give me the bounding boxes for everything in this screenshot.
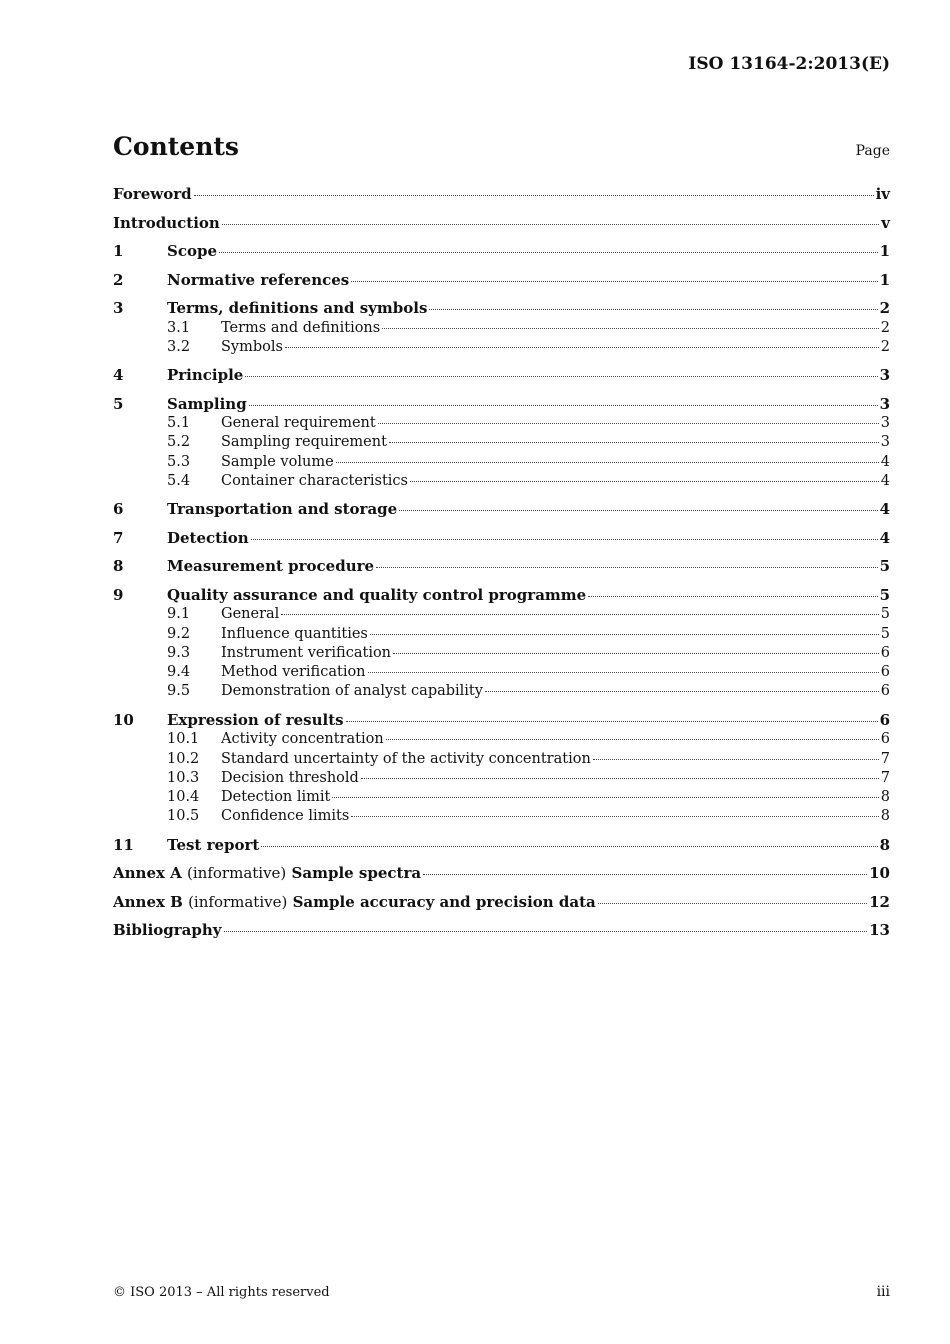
toc-page: 4 [879,528,890,547]
toc-number: 7 [113,528,124,547]
toc-annex-heading [113,893,596,913]
standard-code: ISO 13164-2:2013(E) [688,54,890,74]
toc-subentry[interactable] [113,453,890,472]
leader-dots [361,777,879,779]
toc-subentry[interactable] [113,644,890,663]
toc-title: Sample volume [221,453,334,470]
toc-annex-entry[interactable] [113,864,890,884]
toc-entry[interactable] [113,242,890,262]
leader-dots [346,720,878,722]
toc-title: Terms and definitions [221,319,381,336]
toc-title: Instrument verification [221,644,392,661]
toc-title: Foreword [113,185,192,203]
toc-title: Transportation and storage [167,500,398,519]
leader-dots [382,327,879,329]
leader-dots [485,690,879,692]
toc-title: Expression of results [167,710,344,729]
toc-subentry[interactable] [113,338,890,357]
leader-dots [368,671,879,673]
toc-number: 3.1 [167,319,191,336]
toc-entry[interactable] [113,366,890,386]
leader-dots [251,538,878,540]
toc-page: 3 [880,415,890,432]
toc-title: Method verification [221,664,366,681]
toc-number: 4 [113,366,124,385]
leader-dots [399,509,877,511]
toc-page: 1 [879,242,890,260]
toc-title: Detection [167,528,249,547]
toc-title: Symbols [221,338,283,355]
leader-dots [351,280,877,282]
toc-number: 9 [113,585,124,604]
toc-title: General requirement [221,415,376,432]
leader-dots [219,251,878,253]
toc-title: Principle [167,366,244,385]
toc-number: 5 [113,394,124,413]
toc-page: 7 [880,750,890,767]
leader-dots [336,461,879,463]
toc-subentry[interactable] [113,730,890,749]
toc-title: Test report [167,835,260,854]
toc-page: 6 [880,731,890,748]
toc-page: 13 [869,921,890,940]
toc-number: 10.5 [167,808,200,825]
toc-subentry[interactable] [113,625,890,644]
toc-number: 9.2 [167,625,191,642]
toc-number: 9.1 [167,606,191,623]
toc-title: Activity concentration [221,731,384,748]
toc-entry[interactable] [113,395,890,415]
toc-page: 6 [879,710,890,729]
annex-note: (informative) [187,864,287,883]
leader-dots [410,480,879,482]
toc-annex-heading [113,864,421,884]
annex-title: Sample spectra [291,864,422,883]
toc-page: 3 [879,394,890,413]
toc-page: 2 [880,319,890,336]
toc-number: 10.2 [167,750,200,767]
toc-number: 9.5 [167,683,191,700]
toc-page: 7 [880,769,890,786]
leader-dots [393,652,879,654]
contents-title: Contents [113,132,240,161]
toc-subentry[interactable] [113,414,890,433]
leader-dots [423,873,867,875]
toc-subentry[interactable] [113,788,890,807]
annex-note: (informative) [188,892,288,911]
copyright-notice: © ISO 2013 – All rights reserved [113,1285,330,1300]
toc-number: 11 [113,835,134,854]
toc-page: v [881,213,890,232]
toc-entry[interactable] [113,214,890,234]
toc-page: 5 [879,585,890,604]
annex-label: Annex A [113,864,182,883]
toc-page: 4 [879,500,890,519]
toc-title: Decision threshold [221,769,359,786]
leader-dots [376,566,878,568]
toc-subentry[interactable] [113,663,890,682]
toc-page: 6 [880,644,890,661]
toc-entry[interactable] [113,586,890,606]
leader-dots [370,633,879,635]
leader-dots [222,223,879,225]
toc-entry[interactable] [113,299,890,319]
toc-page: 3 [879,366,890,385]
leader-dots [389,441,879,443]
toc-title: Measurement procedure [167,557,375,576]
leader-dots [598,902,867,904]
toc-number: 5.1 [167,415,191,432]
toc-subentry[interactable] [113,472,890,491]
toc-title: Quality assurance and quality control programme [167,585,587,604]
toc-page: iv [875,185,890,203]
toc-page: 5 [880,606,890,623]
toc-number: 2 [113,270,124,289]
toc-entry[interactable] [113,271,890,291]
toc-title: Introduction [113,213,220,232]
leader-dots [429,308,877,310]
toc-entry[interactable] [113,836,890,856]
toc-subentry[interactable] [113,319,890,338]
toc-title: Scope [167,242,218,260]
toc-title: Sampling requirement [221,434,387,451]
leader-dots [194,194,874,196]
toc-page: 2 [879,299,890,317]
toc-title: Terms, definitions and symbols [167,299,428,317]
toc-number: 9.4 [167,664,191,681]
table-of-contents [113,185,890,941]
toc-number: 9.3 [167,644,191,661]
toc-number: 10 [113,710,134,729]
toc-subentry[interactable] [113,750,890,769]
leader-dots [261,845,877,847]
leader-dots [593,758,879,760]
toc-number: 10.1 [167,731,200,748]
leader-dots [378,422,879,424]
toc-title: Detection limit [221,789,331,806]
toc-title: Sampling [167,394,247,413]
toc-number: 3.2 [167,338,191,355]
toc-subentry[interactable] [113,433,890,452]
toc-page: 8 [880,808,890,825]
toc-page: 12 [869,892,890,911]
toc-page: 1 [879,270,890,289]
toc-number: 5.2 [167,434,191,451]
toc-title: Bibliography [113,921,222,940]
toc-entry[interactable] [113,500,890,520]
toc-annex-entry[interactable] [113,893,890,913]
toc-title: General [221,606,280,623]
leader-dots [285,346,879,348]
toc-number: 8 [113,557,124,576]
toc-page: 8 [879,835,890,854]
toc-page: 10 [869,864,890,883]
toc-subentry[interactable] [113,807,890,826]
toc-title: Confidence limits [221,808,350,825]
toc-number: 10.4 [167,789,200,806]
toc-number: 3 [113,299,124,317]
annex-label: Annex B [113,892,183,911]
toc-subentry[interactable] [113,682,890,701]
toc-title: Influence quantities [221,625,368,642]
toc-number: 10.3 [167,769,200,786]
toc-entry[interactable] [113,557,890,577]
leader-dots [351,815,878,817]
toc-page: 4 [880,453,890,470]
annex-title: Sample accuracy and precision data [292,892,596,911]
toc-number: 5.4 [167,472,191,489]
leader-dots [224,930,868,932]
toc-title: Normative references [167,270,350,289]
toc-number: 5.3 [167,453,191,470]
toc-page: 6 [880,683,890,700]
toc-title: Container characteristics [221,472,408,489]
toc-title: Standard uncertainty of the activity concentration [221,750,591,767]
leader-dots [386,738,879,740]
toc-page: 2 [880,338,890,355]
toc-page: 5 [879,557,890,576]
leader-dots [332,796,878,798]
toc-entry[interactable] [113,529,890,549]
leader-dots [245,375,877,377]
toc-page: 6 [880,664,890,681]
toc-entry[interactable] [113,185,890,205]
toc-page: 8 [880,789,890,806]
toc-subentry[interactable] [113,605,890,624]
toc-page: 4 [880,472,890,489]
toc-page: 5 [880,625,890,642]
toc-entry[interactable] [113,921,890,941]
toc-title: Demonstration of analyst capability [221,683,483,700]
page-number: iii [876,1284,890,1300]
leader-dots [281,613,878,615]
page-column-label: Page [855,143,890,159]
leader-dots [588,595,877,597]
leader-dots [249,404,878,406]
toc-page: 3 [880,434,890,451]
toc-entry[interactable] [113,711,890,731]
toc-number: 6 [113,500,124,519]
toc-number: 1 [113,242,124,260]
toc-subentry[interactable] [113,769,890,788]
